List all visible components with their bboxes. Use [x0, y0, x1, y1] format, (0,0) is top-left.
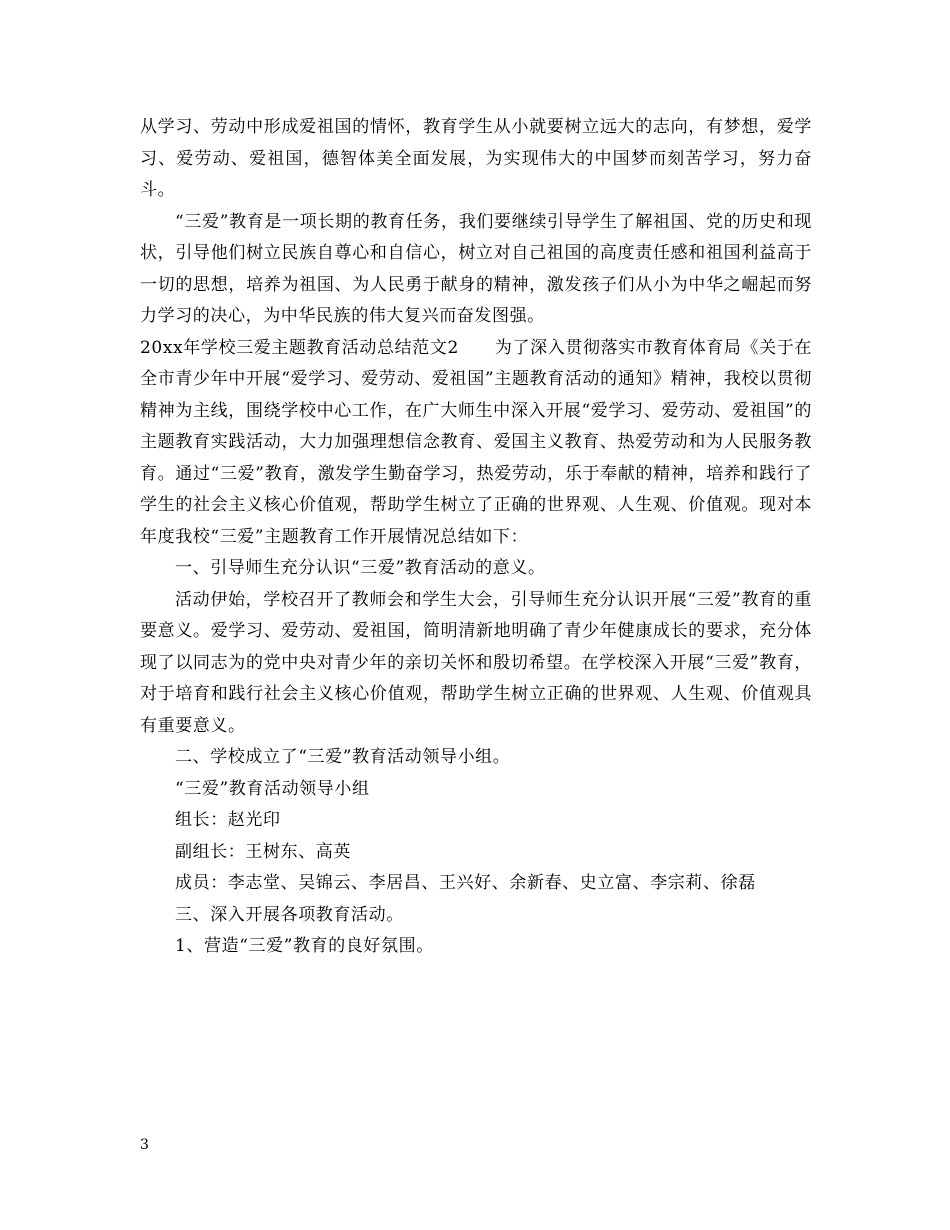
section-intro-paragraph: [140, 333, 812, 554]
paragraph-meaning: 活动伊始，学校召开了教师会和学生大会，引导师生充分认识开展“三爱”教育的重要意义。爱学习、爱劳动、爱祖国，简明清新地明确了青少年健康成长的要求，充分体现了以同志为的党中央对青少年的亲切关怀和殷切希望。在学校深入开展“三爱”教育，对于培育和践行社会主义核心价值观，帮助学生树立正确的世界观、人生观、价值观具有重要意义。: [140, 589, 812, 736]
group-deputy: 副组长：王树东、高英: [175, 841, 351, 862]
heading-one: 一、引导师生充分认识“三爱”教育活动的意义。: [175, 558, 546, 578]
heading-three: 三、深入开展各项教育活动。: [175, 904, 404, 925]
paragraph-three-love-summary: “三爱”教育是一项长期的教育任务，我们要继续引导学生了解祖国、党的历史和现状，引导他们树立民族自尊心和自信心，树立对自己祖国的高度责任感和祖国利益高于一切的思想，培养为祖国、为人民勇于献身的精神，激发孩子们从小为中华之崛起而努力学习的决心，为中华民族的伟大复兴而奋发图强。: [140, 211, 812, 326]
list-item-atmosphere: 1、营造“三爱”教育的良好氛围。: [175, 936, 434, 956]
group-members: 成员：李志堂、吴锦云、李居昌、王兴好、余新春、史立富、李宗莉、徐磊: [175, 873, 756, 893]
section-title: 20xx年学校三爱主题教育活动总结范文2: [140, 337, 459, 358]
section-intro-text: 为了深入贯彻落实市教育体育局《关于在全市青少年中开展“爱学习、爱劳动、爱祖国”主题教育活动的通知》精神，我校以贯彻精神为主线，围绕学校中心工作，在广大师生中深入开展“爱学习、爱劳动、爱祖国”的主题教育实践活动，大力加强理想信念教育、爱国主义教育、热爱劳动和为人民服务教育。通过“三爱”教育，激发学生勤奋学习，热爱劳动，乐于奉献的精神，培养和践行了学生的社会主义核心价值观，帮助学生树立了正确的世界观、人生观、价值观。现对本年度我校“三爱”主题教育工作开展情况总结如下：: [140, 337, 812, 547]
group-title: “三爱”教育活动领导小组: [175, 778, 370, 799]
heading-two: 二、学校成立了“三爱”教育活动领导小组。: [175, 747, 511, 767]
paragraph-continuation: 从学习、劳动中形成爱祖国的情怀，教育学生从小就要树立远大的志向，有梦想，爱学习、爱劳动、爱祖国，德智体美全面发展，为实现伟大的中国梦而刻苦学习，努力奋斗。: [140, 117, 812, 200]
document-body: [140, 112, 812, 963]
group-leader: 组长：赵光印: [175, 810, 281, 830]
page-number: 3: [140, 1137, 149, 1153]
